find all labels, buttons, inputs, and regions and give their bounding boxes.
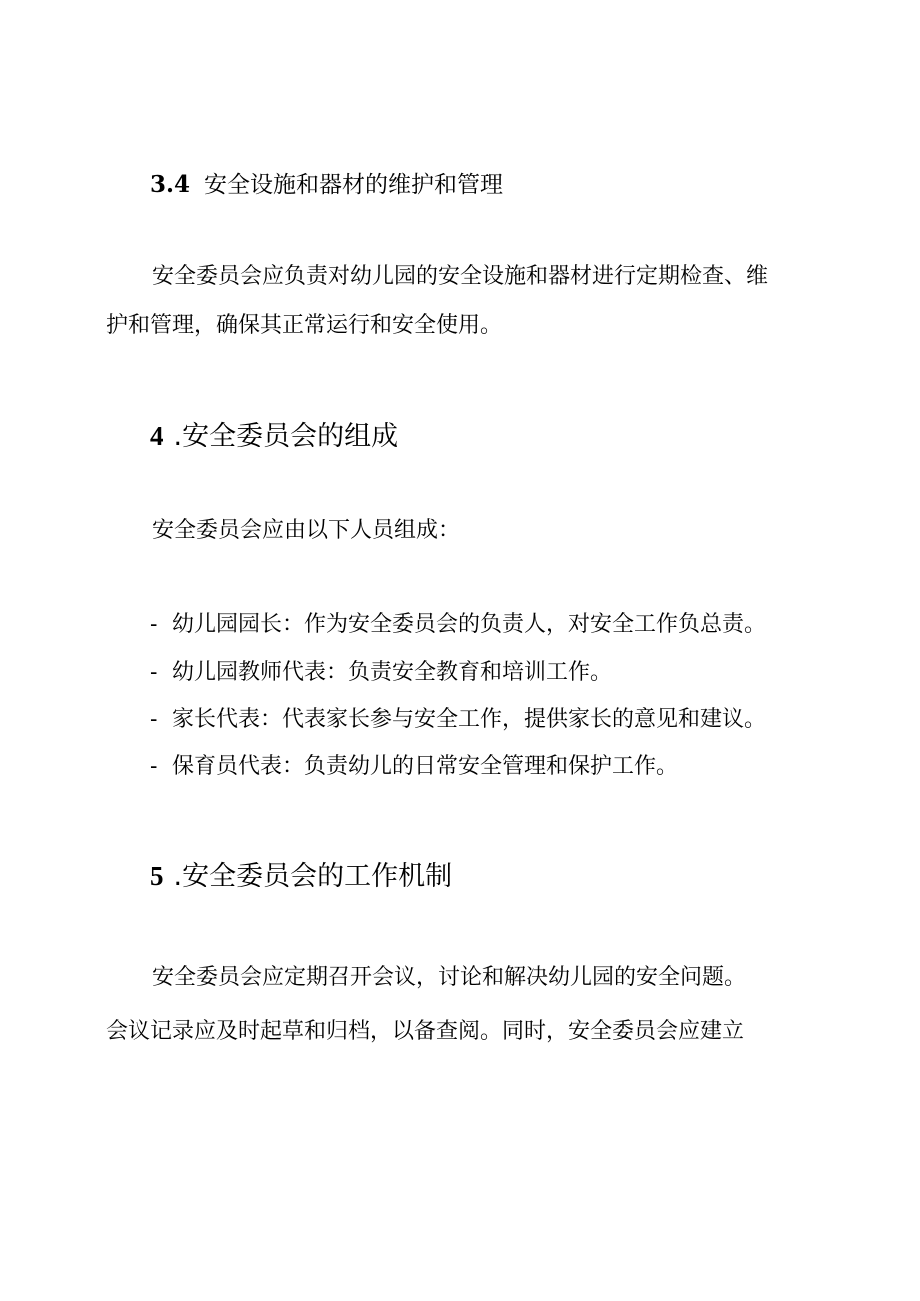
section-3-4-heading (150, 168, 503, 202)
list-item-text: 幼儿园园长：作为安全委员会的负责人，对安全工作负总责。 (172, 612, 767, 637)
bullet-marker: - (150, 660, 158, 685)
section-4-number: 4 (150, 421, 164, 451)
list-item (150, 750, 678, 784)
section-3-4-paragraph-line-2: 护和管理，确保其正常运行和安全使用。 (106, 313, 503, 338)
list-item-text: 幼儿园教师代表：负责安全教育和培训工作。 (172, 660, 613, 685)
section-3-4-title: 安全设施和器材的维护和管理 (204, 172, 504, 198)
bullet-marker: - (150, 754, 158, 779)
section-4-title: .安全委员会的组成 (173, 421, 399, 452)
section-5-title: .安全委员会的工作机制 (173, 861, 453, 892)
section-4-intro: 安全委员会应由以下人员组成： (152, 518, 461, 543)
bullet-marker: - (150, 707, 158, 732)
section-5-paragraph-line-1: 安全委员会应定期召开会议，讨论和解决幼儿园的安全问题。 (152, 965, 747, 990)
list-item (150, 656, 612, 690)
section-3-4-paragraph-line-1: 安全委员会应负责对幼儿园的安全设施和器材进行定期检查、维 (152, 264, 769, 289)
list-item (150, 703, 766, 737)
section-5-heading (150, 856, 452, 897)
bullet-marker: - (150, 612, 158, 637)
section-4-heading (150, 416, 398, 457)
section-3-4-number: 3.4 (150, 171, 191, 198)
section-5-number: 5 (150, 861, 164, 891)
list-item-text: 家长代表：代表家长参与安全工作，提供家长的意见和建议。 (172, 707, 767, 732)
list-item (150, 608, 766, 642)
section-5-paragraph-line-2: 会议记录应及时起草和归档，以备查阅。同时，安全委员会应建立 (106, 1019, 745, 1044)
list-item-text: 保育员代表：负责幼儿的日常安全管理和保护工作。 (172, 754, 679, 779)
